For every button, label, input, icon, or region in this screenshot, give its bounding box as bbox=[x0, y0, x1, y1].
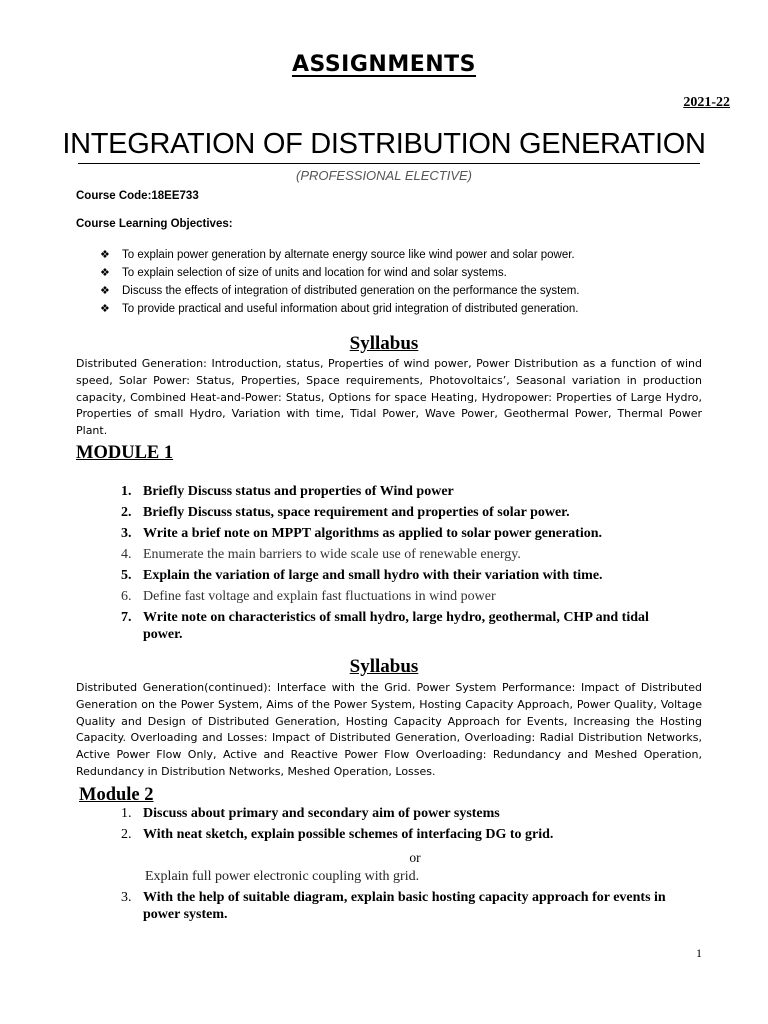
objective-item bbox=[100, 282, 579, 300]
syllabus-2-heading: Syllabus bbox=[349, 656, 419, 677]
question-item: 1. Discuss about primary and secondary aim of power systems bbox=[121, 806, 500, 821]
diamond-bullet-icon: ❖ bbox=[100, 303, 110, 315]
module-1-heading: MODULE 1 bbox=[76, 443, 174, 463]
question-item: 5. Explain the variation of large and small hydro with their variation with time. bbox=[121, 568, 603, 583]
course-code: Course Code:18EE733 bbox=[76, 190, 199, 202]
page-number: 1 bbox=[696, 946, 702, 960]
diamond-bullet-icon: ❖ bbox=[100, 285, 110, 297]
module-2-heading: Module 2 bbox=[79, 785, 154, 805]
academic-year: 2021-22 bbox=[683, 95, 730, 110]
objective-text: Discuss the effects of integration of distributed generation on the performance the system. bbox=[122, 285, 580, 297]
module-2-question-3 bbox=[121, 889, 693, 927]
objective-text: To explain selection of size of units and location for wind and solar systems. bbox=[122, 267, 507, 279]
objective-text: To explain power generation by alternate energy source like wind power and solar power. bbox=[122, 249, 575, 261]
objectives-heading: Course Learning Objectives: bbox=[76, 218, 233, 230]
diamond-bullet-icon: ❖ bbox=[100, 267, 110, 279]
objective-item bbox=[100, 264, 579, 282]
or-separator: or bbox=[409, 850, 421, 865]
diamond-bullet-icon: ❖ bbox=[100, 249, 110, 261]
syllabus-1-text: Distributed Generation: Introduction, status, Properties of wind power, Power Distribution as a function of wind speed, Solar Power: Status, Properties, Space requirements, Photovoltaics’, Seasonal variation in production capacity, Combined Heat-and-Power: Status, Options for space Heating, Hydropower: Properties of Large Hydro, Properties of small Hydro, Variation with time, Tidal Power, Wave Power, Geothermal Power, Thermal Power Plant. bbox=[76, 357, 702, 438]
alternative-question: Explain full power electronic coupling with grid. bbox=[145, 869, 420, 884]
objective-item bbox=[100, 246, 579, 264]
question-item: 2. Briefly Discuss status, space requirement and properties of solar power. bbox=[121, 505, 570, 520]
objective-text: To provide practical and useful information about grid integration of distributed generation. bbox=[122, 303, 579, 315]
question-item: 4. Enumerate the main barriers to wide scale use of renewable energy. bbox=[121, 547, 521, 562]
question-item: 3. With the help of suitable diagram, explain basic hosting capacity approach for events in power system. bbox=[121, 890, 666, 922]
objectives-list bbox=[100, 246, 579, 318]
assignments-heading: ASSIGNMENTS bbox=[291, 52, 477, 77]
module-2-questions bbox=[121, 805, 703, 847]
question-item: 6. Define fast voltage and explain fast fluctuations in wind power bbox=[121, 589, 496, 604]
question-item: 2. With neat sketch, explain possible schemes of interfacing DG to grid. bbox=[121, 827, 554, 842]
question-item: 3. Write a brief note on MPPT algorithms as applied to solar power generation. bbox=[121, 526, 602, 541]
objective-item bbox=[100, 300, 579, 318]
title-underline bbox=[78, 163, 700, 164]
course-title: INTEGRATION OF DISTRIBUTION GENERATION bbox=[62, 128, 706, 160]
course-subtitle: (PROFESSIONAL ELECTIVE) bbox=[295, 168, 473, 183]
question-item: 7. Write note on characteristics of small hydro, large hydro, geothermal, CHP and tidal power. bbox=[121, 610, 649, 642]
syllabus-1-heading: Syllabus bbox=[349, 333, 419, 354]
module-1-questions bbox=[121, 483, 703, 647]
syllabus-2-text: Distributed Generation(continued): Interface with the Grid. Power System Performance: Impact of Distributed Generation on the Power System, Aims of the Power System, Hosting Capacity Approach, Power Quality, Voltage Quality and Design of Distributed Generation, Hosting Capacity Approach for Events, Increasing the Hosting Capacity. Overloading and Losses: Impact of Distributed Generation, Overloading: Radial Distribution Networks, Active Power Flow Only, Active and Reactive Power Flow Overloading: Redundancy and Meshed Operation, Redundancy in Distribution Networks, Meshed Operation, Losses. bbox=[76, 681, 702, 778]
question-item: 1. Briefly Discuss status and properties of Wind power bbox=[121, 484, 454, 499]
